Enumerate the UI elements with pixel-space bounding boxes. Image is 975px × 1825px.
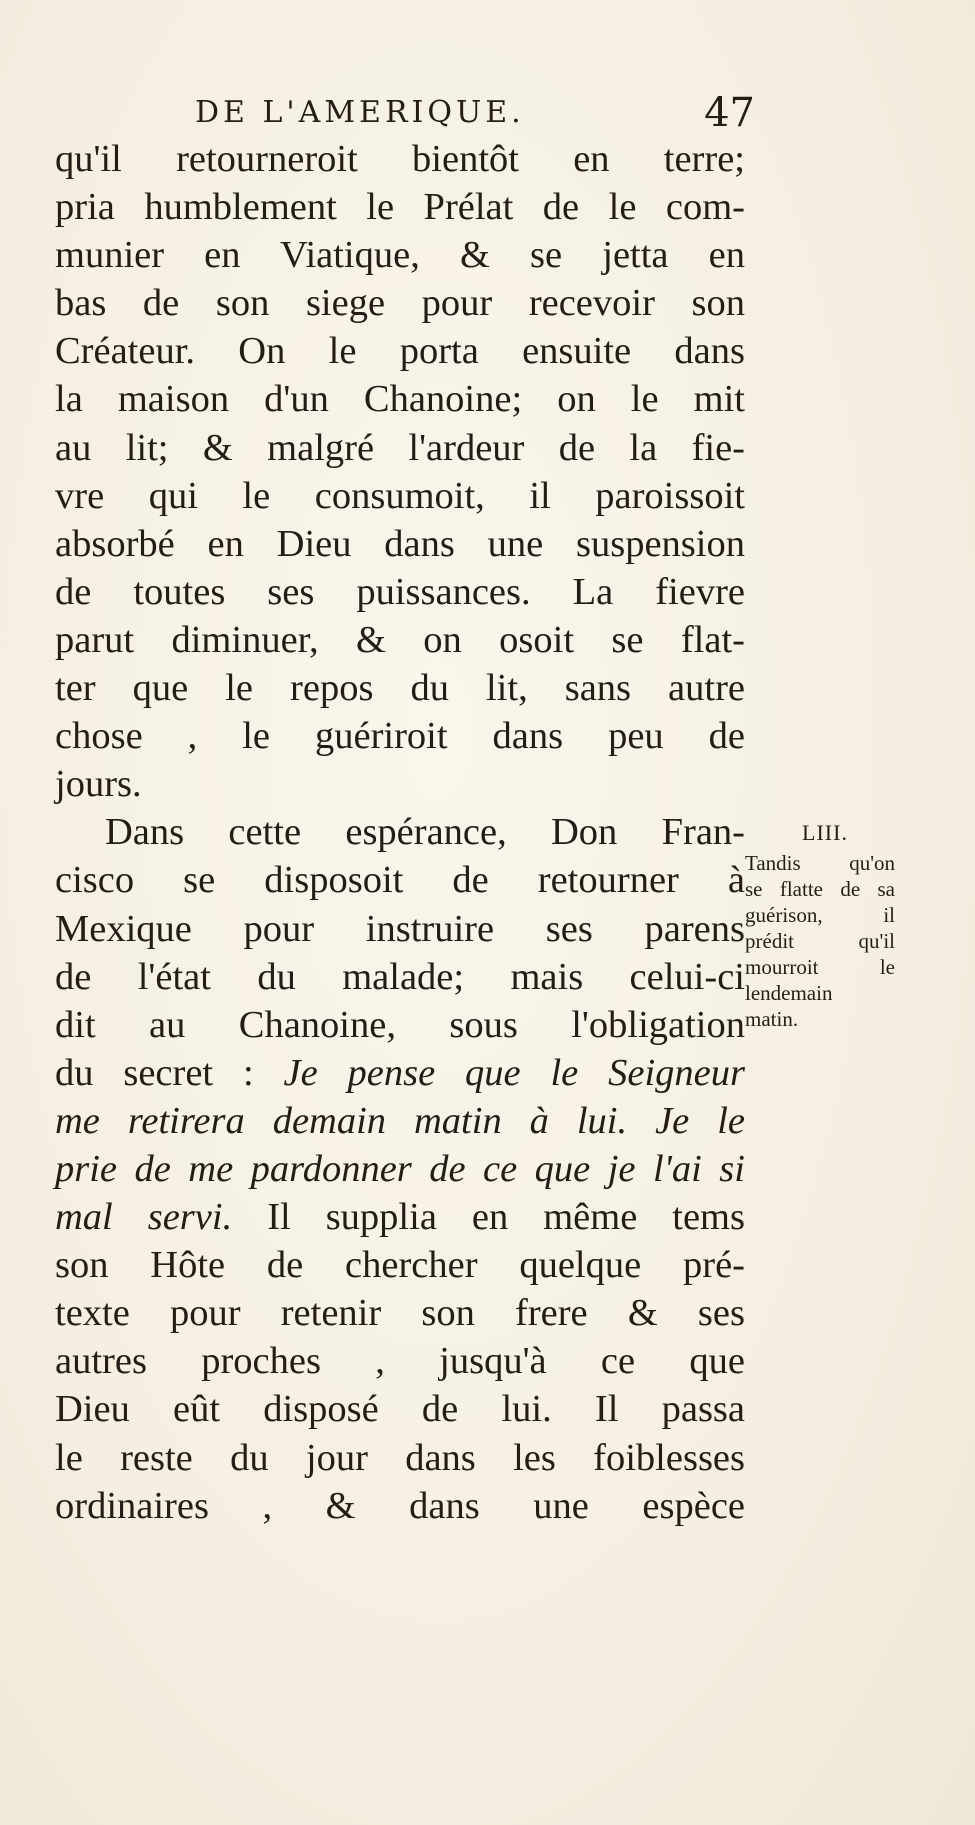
text-line: ordinaires , & dans une espèce <box>55 1484 745 1527</box>
text-line <box>55 1049 745 1097</box>
margin-note-line: lendemain <box>745 981 833 1005</box>
text-line: au lit; & malgré l'ardeur de la fie- <box>55 426 745 469</box>
text-line: munier en Viatique, & se jetta en <box>55 234 745 277</box>
margin-note-line: Tandis qu'on <box>745 851 895 875</box>
text-line: texte pour retenir son frere & ses <box>55 1292 745 1335</box>
text-line: son Hôte de chercher quelque pré- <box>55 1244 745 1287</box>
margin-note <box>745 820 895 1032</box>
text-line: Créateur. On le porta ensuite dans <box>55 330 745 373</box>
margin-note-line: prédit qu'il <box>745 929 895 953</box>
text-line: absorbé en Dieu dans une suspension <box>55 522 745 565</box>
italic-quote: Je pense que le Seigneur <box>283 1051 745 1094</box>
margin-note-line: guérison, il <box>745 903 895 927</box>
text-line: vre qui le consumoit, il paroissoit <box>55 474 745 517</box>
running-head: DE L'AMERIQUE. <box>195 95 525 130</box>
text-line: pria humblement le Prélat de le com- <box>55 186 745 229</box>
text-line: cisco se disposoit de retourner à <box>55 859 745 902</box>
margin-note-line: mourroit le <box>745 955 895 979</box>
page-header <box>195 88 755 138</box>
text-line: parut diminuer, & on osoit se flat- <box>55 618 745 661</box>
italic-line: me retirera demain matin à lui. Je le <box>55 1099 745 1142</box>
text-line: chose , le guériroit dans peu de <box>55 715 745 758</box>
italic-quote: mal servi. <box>55 1196 233 1239</box>
text-line: bas de son siege pour recevoir son <box>55 282 745 325</box>
text-line: dit au Chanoine, sous l'obligation <box>55 1003 745 1046</box>
margin-note-line: matin. <box>745 1007 799 1031</box>
text-run: du secret : <box>55 1051 284 1094</box>
body-text <box>55 135 745 1530</box>
paragraph-start-line: Dans cette espérance, Don Fran- <box>105 811 745 854</box>
text-line: Dieu eût disposé de lui. Il passa <box>55 1388 745 1431</box>
page-number: 47 <box>704 90 755 136</box>
text-line: le reste du jour dans les foiblesses <box>55 1436 745 1479</box>
text-line <box>55 1193 745 1241</box>
margin-note-number: LIII. <box>802 820 848 845</box>
text-line: de l'état du malade; mais celui-ci <box>55 955 745 998</box>
margin-note-line: se flatte de sa <box>745 877 895 901</box>
text-line: qu'il retourneroit bientôt en terre; <box>55 138 745 180</box>
text-line: Mexique pour instruire ses parens <box>55 907 745 950</box>
text-line: la maison d'un Chanoine; on le mit <box>55 378 745 421</box>
italic-line: prie de me pardonner de ce que je l'ai si <box>55 1147 745 1190</box>
text-run: Il supplia en même tems <box>232 1196 745 1239</box>
text-line: de toutes ses puissances. La fievre <box>55 570 745 613</box>
text-line: jours. <box>55 763 142 806</box>
text-line: ter que le repos du lit, sans autre <box>55 667 745 710</box>
text-line: autres proches , jusqu'à ce que <box>55 1340 745 1383</box>
